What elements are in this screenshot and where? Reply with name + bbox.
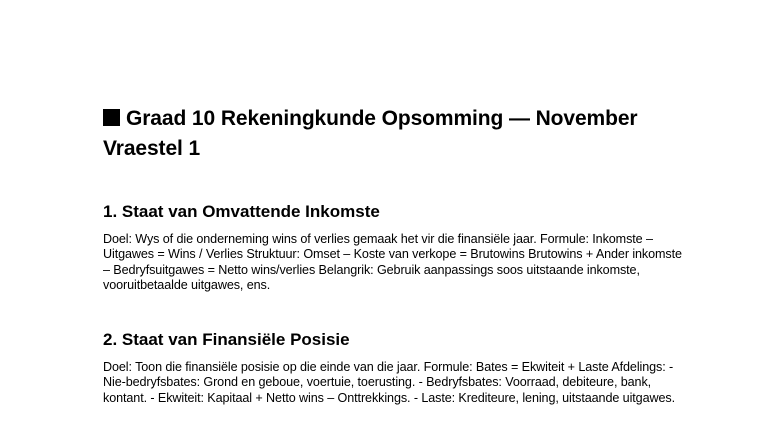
section-financial-position: [103, 329, 683, 406]
document-title-text: Graad 10 Rekeningkunde Opsomming — November Vraestel 1: [103, 107, 638, 160]
section-heading: 2. Staat van Finansiële Posisie: [103, 330, 350, 349]
black-square-icon: [103, 109, 120, 126]
document-title: [103, 104, 683, 164]
document-page: [103, 104, 683, 405]
section-body: Doel: Toon die finansiële posisie op die einde van die jaar. Formule: Bates = Ekwiteit + Laste Afdelings: - Nie-bedryfsbates: Grond en geboue, voertuie, toerusting. - Bedryfsbates: Voorraad, debiteure, bank, kontant. - Ekwiteit: Kapitaal + Netto wins – Onttrekkings. - Laste: Krediteure, lening, uitstaande uitgawes.: [103, 360, 675, 405]
section-income-statement: [103, 201, 683, 293]
section-heading: 1. Staat van Omvattende Inkomste: [103, 202, 380, 221]
section-body: Doel: Wys of die onderneming wins of verlies gemaak het vir die finansiële jaar. Formule: Inkomste – Uitgawes = Wins / Verlies Struktuur: Omset – Koste van verkope = Brutowins Brutowins + Ander inkomste – Bedryfsuitgawes = Netto wins/verlies Belangrik: Gebruik aanpassings soos uitstaande inkomste, vooruitbetaalde uitgawes, ens.: [103, 232, 682, 292]
